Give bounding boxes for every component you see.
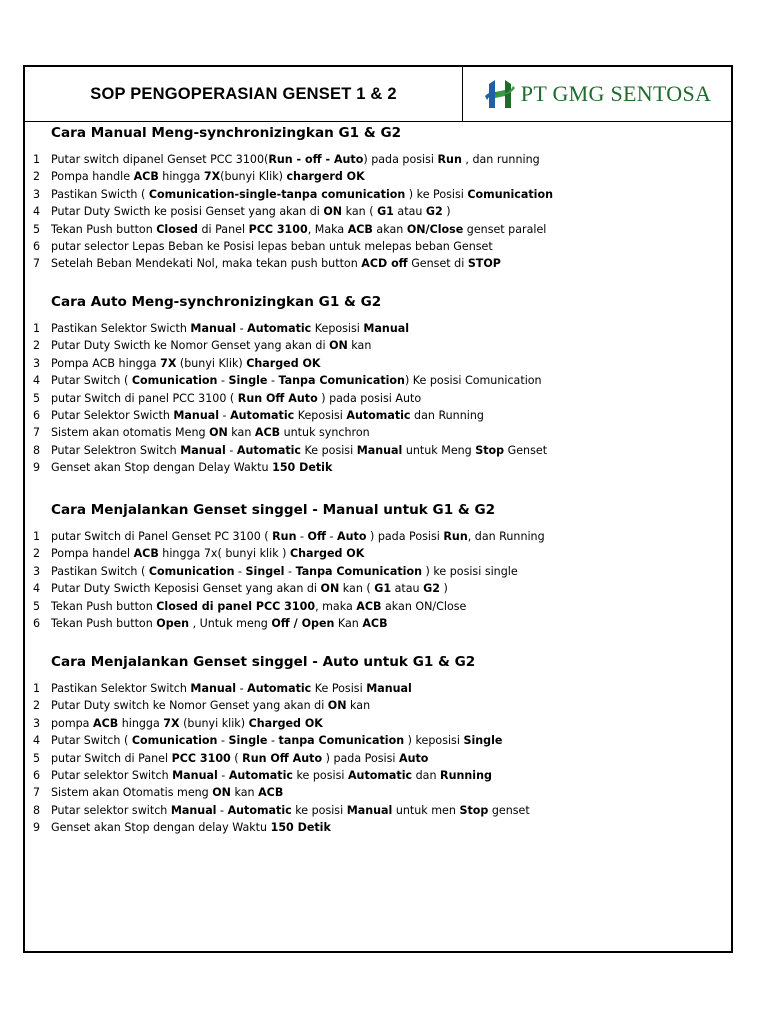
step-text-run: ( xyxy=(230,751,243,765)
step-text-run: akan xyxy=(372,222,407,236)
step-number: 2 xyxy=(33,699,41,713)
step-text-run: Tekan Push button xyxy=(51,222,157,236)
step-number: 1 xyxy=(33,530,41,543)
step-text-run: Putar Switch ( xyxy=(51,734,132,748)
step-text-run: Setelah Beban Mendekati Nol, maka tekan push button xyxy=(51,257,362,271)
step-text-bold: 7X xyxy=(203,170,221,184)
step-text-bold: 150 Detik xyxy=(270,821,331,835)
step-number: 9 xyxy=(33,461,41,475)
step-text-bold: Auto xyxy=(398,751,429,765)
step-text-run: dan xyxy=(412,769,441,782)
step-text-run: Pastikan Selektor Swicth xyxy=(51,322,191,335)
step-text-run: (bunyi klik) xyxy=(179,716,249,730)
step-text-bold: ACB xyxy=(258,786,284,800)
step-text-run: atau xyxy=(393,205,426,219)
step-text-run: Pastikan Selektor Switch xyxy=(51,682,191,695)
step-text xyxy=(51,563,518,580)
step-number: 5 xyxy=(33,751,41,765)
step-text-run: - xyxy=(234,564,246,578)
step-text-run: , Maka xyxy=(307,222,348,236)
step-text-bold: Automatic xyxy=(228,769,293,782)
step-text xyxy=(51,372,542,389)
step-text-run: - xyxy=(225,443,237,457)
step-text xyxy=(51,390,421,407)
step-text xyxy=(51,680,412,697)
step-text-bold: Single xyxy=(463,734,503,748)
step-number: 4 xyxy=(33,582,41,596)
step-number: 9 xyxy=(33,821,41,835)
step-number: 4 xyxy=(33,374,41,388)
step-text-run: - xyxy=(236,682,248,695)
step-text-run: Genset di xyxy=(407,257,468,271)
step-text-bold: Charged OK xyxy=(248,716,323,730)
step-number: 6 xyxy=(33,769,41,782)
step-text-bold: ACB xyxy=(93,716,119,730)
step-text xyxy=(51,238,493,255)
section-title: Cara Menjalankan Genset singgel - Auto untuk G1 & G2 xyxy=(51,654,476,670)
step-text xyxy=(51,424,370,441)
step-number: 6 xyxy=(33,409,41,422)
step-text-run: kan ( xyxy=(342,205,378,219)
step-text-bold: Manual xyxy=(190,322,237,335)
step-text-bold: Automatic xyxy=(347,769,413,782)
step-text-run: Putar Switch ( xyxy=(51,374,132,388)
step-text-bold: Manual xyxy=(356,443,403,457)
step-text-bold: Tanpa Comunication xyxy=(295,564,422,578)
step-text-run: Ke posisi xyxy=(301,443,357,457)
step-number: 4 xyxy=(33,734,41,748)
step-text xyxy=(51,750,428,767)
step-text-bold: Automatic xyxy=(247,682,312,695)
step-text-bold: STOP xyxy=(467,257,501,271)
step-text-bold: Tanpa Comunication xyxy=(278,374,405,388)
step-text-bold: ACB xyxy=(133,547,159,561)
step-text-run: Pastikan Switch ( xyxy=(51,564,149,578)
step-text-bold: ON xyxy=(329,339,348,353)
step-text-run: Keposisi xyxy=(294,409,347,422)
step-text-bold: Singel xyxy=(245,564,285,578)
document-title: SOP PENGOPERASIAN GENSET 1 & 2 xyxy=(25,67,463,121)
step-text-run: hingga 7x( bunyi klik ) xyxy=(158,547,291,561)
section-title: Cara Manual Meng-synchronizingkan G1 & G2 xyxy=(51,125,402,141)
step-text-run: dan Running xyxy=(410,409,484,422)
step-text-run: atau xyxy=(391,582,424,596)
step-text-bold: Charged OK xyxy=(290,547,365,561)
step-text xyxy=(51,337,371,354)
step-text-run: Putar selektor Switch xyxy=(51,769,173,782)
step-text-run: - xyxy=(236,322,248,335)
step-text-bold: ACB xyxy=(254,426,281,440)
step-text-bold: Comunication xyxy=(131,734,218,748)
step-text-bold: Run xyxy=(272,530,297,543)
step-text-bold: Manual xyxy=(173,409,220,422)
company-logo-icon xyxy=(483,76,517,112)
step-text-run: untuk Meng xyxy=(402,443,476,457)
document-frame xyxy=(23,65,733,953)
step-number: 3 xyxy=(33,564,41,578)
step-text-bold: ON xyxy=(320,582,340,596)
step-text-bold: Charged OK xyxy=(246,356,321,370)
step-text-bold: Manual xyxy=(363,322,410,335)
step-text xyxy=(51,767,492,784)
step-text-bold: Single xyxy=(228,374,268,388)
step-text-run: , dan Running xyxy=(467,530,545,543)
step-text-run: Putar Duty switch ke Nomor Genset yang akan di xyxy=(51,699,328,713)
step-text-run: Putar Duty Swicth ke posisi Genset yang akan di xyxy=(51,205,324,219)
step-text-bold: Automatic xyxy=(230,409,295,422)
step-text-bold: Stop xyxy=(459,803,489,817)
step-text-run: Keposisi xyxy=(311,322,364,335)
step-number: 3 xyxy=(33,356,41,370)
step-text-bold: ACB xyxy=(362,617,388,630)
step-text-bold: tanpa Comunication xyxy=(278,734,405,748)
step-number: 1 xyxy=(33,322,41,335)
step-number: 6 xyxy=(33,617,41,630)
step-number: 2 xyxy=(33,547,41,561)
step-text-bold: Manual xyxy=(172,769,218,782)
step-text xyxy=(51,459,332,476)
step-text-bold: ON xyxy=(327,699,347,713)
step-text-bold: Manual xyxy=(180,443,226,457)
step-text-run: ) pada posisi xyxy=(363,153,438,166)
step-text-run: (bunyi Klik) xyxy=(220,170,287,184)
step-text-run: ) Ke posisi Comunication xyxy=(404,374,542,388)
step-text-run: - xyxy=(217,374,229,388)
step-text xyxy=(51,802,530,819)
step-text-bold: ACB xyxy=(356,599,382,613)
step-text xyxy=(51,221,546,238)
step-text-bold: Manual xyxy=(190,682,237,695)
step-text-bold: 7X xyxy=(160,356,177,370)
step-number: 7 xyxy=(33,257,41,271)
step-text-run: - xyxy=(267,374,279,388)
step-text-bold: G2 xyxy=(423,582,440,596)
step-text-bold: Running xyxy=(440,769,492,782)
step-text-bold: Stop xyxy=(475,443,505,457)
step-text xyxy=(51,186,553,203)
step-text-run: ) pada posisi Auto xyxy=(317,391,422,405)
step-text-run: putar selector Lepas Beban ke Posisi lepas beban untuk melepas beban Genset xyxy=(51,240,493,253)
step-text-run: untuk men xyxy=(392,803,460,817)
step-number: 2 xyxy=(33,339,41,353)
step-text-run: Pompa handel xyxy=(51,547,134,561)
step-text-run: Tekan Push button xyxy=(51,599,157,613)
step-number: 6 xyxy=(33,240,41,253)
step-text-run: ) ke posisi single xyxy=(421,564,518,578)
step-text-run: ) pada Posisi xyxy=(322,751,399,765)
step-text-bold: Run Off Auto xyxy=(242,751,323,765)
step-text-run: - xyxy=(284,564,296,578)
step-text xyxy=(51,407,484,424)
step-text-bold: Run xyxy=(443,530,468,543)
step-text-run: Ke Posisi xyxy=(311,682,367,695)
step-text-run: - xyxy=(216,803,228,817)
step-text-bold: Run Off Auto xyxy=(237,391,318,405)
step-number: 5 xyxy=(33,391,41,405)
step-text-run: , maka xyxy=(315,599,357,613)
step-text-bold: Run - off - Auto xyxy=(268,153,364,166)
step-text xyxy=(51,528,545,545)
step-text xyxy=(51,598,466,615)
step-text-run: ) xyxy=(442,205,451,219)
step-text xyxy=(51,545,364,562)
step-number: 2 xyxy=(33,170,41,184)
step-text-bold: ON/Close xyxy=(406,222,464,236)
step-text-run: Putar selektor switch xyxy=(51,803,171,817)
step-text-bold: Run xyxy=(437,153,462,166)
step-text-run: ke posisi xyxy=(291,803,347,817)
step-text-run: , dan running xyxy=(461,153,540,166)
step-text-run: kan xyxy=(346,699,371,713)
step-text-bold: Off xyxy=(307,530,326,543)
section-title: Cara Menjalankan Genset singgel - Manual untuk G1 & G2 xyxy=(51,502,496,518)
step-number: 7 xyxy=(33,426,41,440)
step-text-run: Genset akan Stop dengan delay Waktu xyxy=(51,821,271,835)
step-text-run: genset paralel xyxy=(463,222,547,236)
step-text-run: - xyxy=(267,734,279,748)
step-text-bold: Manual xyxy=(170,803,217,817)
step-text-bold: ON xyxy=(209,426,228,440)
step-text-bold: Manual xyxy=(366,682,412,695)
step-text xyxy=(51,203,451,220)
section-title: Cara Auto Meng-synchronizingkan G1 & G2 xyxy=(51,294,382,310)
step-text-run: - xyxy=(217,734,229,748)
step-number: 3 xyxy=(33,716,41,730)
step-text-bold: Comunication-single-tanpa comunication xyxy=(148,187,406,201)
step-text-bold: Auto xyxy=(337,530,367,543)
step-text-bold: Comunication xyxy=(131,374,218,388)
step-text-bold: Closed di panel PCC 3100 xyxy=(156,599,316,613)
step-text-run: putar Switch di Panel xyxy=(51,751,172,765)
step-text-run: kan xyxy=(347,339,372,353)
step-text-run: Putar Selektor Swicth xyxy=(51,409,174,422)
step-text-run: - xyxy=(217,769,229,782)
step-text-run: ) ke Posisi xyxy=(405,187,468,201)
step-text xyxy=(51,442,547,459)
step-text-run: kan xyxy=(230,786,259,800)
step-text-run: ) xyxy=(439,582,448,596)
step-number: 5 xyxy=(33,222,41,236)
header xyxy=(25,67,731,122)
step-text xyxy=(51,151,540,168)
step-text-bold: G1 xyxy=(374,582,392,596)
step-text xyxy=(51,784,283,801)
step-text-run: putar Switch di Panel Genset PC 3100 ( xyxy=(51,530,273,543)
step-text-run: hingga xyxy=(158,170,204,184)
step-text-bold: ACB xyxy=(347,222,373,236)
step-text-run: kan ( xyxy=(339,582,375,596)
step-text-run: - xyxy=(296,530,308,543)
step-text-bold: 7X xyxy=(163,716,180,730)
step-text-bold: Manual xyxy=(346,803,393,817)
step-text-run: - xyxy=(325,530,338,543)
step-text-bold: Automatic xyxy=(227,803,292,817)
step-number: 3 xyxy=(33,187,41,201)
step-text-run: Kan xyxy=(334,617,363,630)
step-text-run: kan xyxy=(227,426,255,440)
step-text-run: , Untuk meng xyxy=(189,617,272,630)
step-text-bold: 150 Detik xyxy=(272,461,333,475)
step-text-run: genset xyxy=(488,803,530,817)
step-text xyxy=(51,580,448,597)
step-text-run: hingga xyxy=(118,716,164,730)
step-number: 8 xyxy=(33,443,41,457)
step-text-bold: Single xyxy=(228,734,268,748)
step-text xyxy=(51,320,409,337)
step-number: 1 xyxy=(33,153,41,166)
step-text xyxy=(51,732,502,749)
step-text-run: Sistem akan Otomatis meng xyxy=(51,786,213,800)
step-text-bold: G1 xyxy=(377,205,394,219)
step-text-run: ) keposisi xyxy=(404,734,464,748)
company-logo xyxy=(463,67,731,121)
step-number: 4 xyxy=(33,205,41,219)
step-text-run: Putar Selektron Switch xyxy=(51,443,181,457)
step-text-run: di Panel xyxy=(197,222,249,236)
step-text xyxy=(51,819,331,836)
step-text-run: pompa xyxy=(51,716,94,730)
step-text xyxy=(51,255,501,272)
step-text-bold: ON xyxy=(212,786,231,800)
step-number: 1 xyxy=(33,682,41,695)
step-text-bold: PCC 3100 xyxy=(248,222,308,236)
step-text-bold: Automatic xyxy=(236,443,302,457)
step-text-run: - xyxy=(219,409,231,422)
step-text xyxy=(51,355,321,372)
step-text xyxy=(51,168,365,185)
step-text-run: Sistem akan otomatis Meng xyxy=(51,426,210,440)
step-number: 8 xyxy=(33,803,41,817)
company-name: PT GMG SENTOSA xyxy=(520,81,712,106)
step-text-run: Tekan Push button xyxy=(51,617,157,630)
step-text-run: Putar Duty Swicth Keposisi Genset yang akan di xyxy=(51,582,321,596)
step-text-run: Pompa handle xyxy=(51,170,134,184)
step-text-run: (bunyi Klik) xyxy=(176,356,247,370)
step-text-run: ke posisi xyxy=(292,769,348,782)
step-text-bold: Automatic xyxy=(346,409,411,422)
step-text-bold: Open xyxy=(156,617,190,630)
step-text-bold: Automatic xyxy=(247,322,312,335)
step-text xyxy=(51,715,323,732)
step-text-bold: ACB xyxy=(133,170,159,184)
step-text-run: Putar switch dipanel Genset PCC 3100( xyxy=(51,153,269,166)
step-text-bold: PCC 3100 xyxy=(171,751,231,765)
step-text-run: akan ON/Close xyxy=(381,599,467,613)
step-text-run: ) pada Posisi xyxy=(366,530,444,543)
step-text-run: untuk synchron xyxy=(280,426,370,440)
step-number: 7 xyxy=(33,786,41,800)
step-text-bold: G2 xyxy=(425,205,443,219)
step-text-bold: chargerd OK xyxy=(286,170,365,184)
step-text-bold: Closed xyxy=(156,222,198,236)
step-text-run: Pompa ACB hingga xyxy=(51,356,161,370)
step-text-bold: ACD off xyxy=(361,257,408,271)
step-text-bold: Comunication xyxy=(467,187,553,201)
step-text-run: putar Switch di panel PCC 3100 ( xyxy=(51,391,238,405)
step-text-bold: ON xyxy=(323,205,343,219)
step-text-run: Genset xyxy=(504,443,548,457)
step-text xyxy=(51,697,370,714)
step-text-run: Putar Duty Swicth ke Nomor Genset yang akan di xyxy=(51,339,330,353)
step-number: 5 xyxy=(33,599,41,613)
step-text-bold: Comunication xyxy=(148,564,235,578)
step-text xyxy=(51,615,388,632)
step-text-bold: Off / Open xyxy=(271,617,335,630)
step-text-run: Genset akan Stop dengan Delay Waktu xyxy=(51,461,273,475)
step-text-run: Pastikan Swicth ( xyxy=(51,187,149,201)
